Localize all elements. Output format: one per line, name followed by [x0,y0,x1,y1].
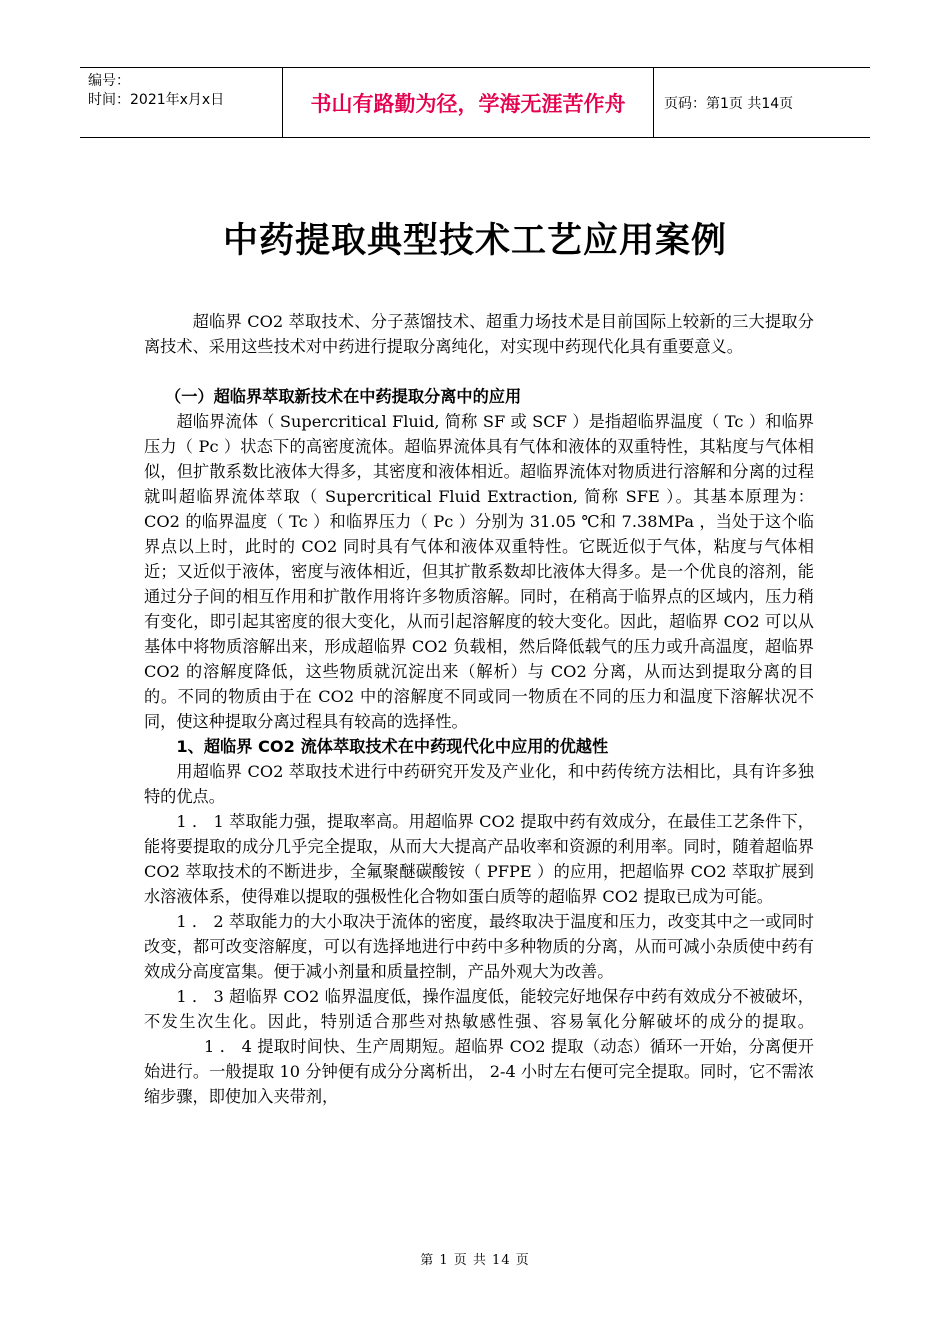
body-paragraph: 用超临界 CO2 萃取技术进行中药研究开发及产业化，和中药传统方法相比，具有许多独特的优点。 [144,762,814,806]
header-motto: 书山有路勤为径，学海无涯苦作舟 [282,68,654,137]
document-number-label: 编号： [88,73,130,89]
page-footer: 第 1 页 共 14 页 [420,1253,530,1268]
intro-paragraph: 超临界 CO2 萃取技术、分子蒸馏技术、超重力场技术是目前国际上较新的三大提取分离技术、采用这些技术对中药进行提取分离纯化，对实现中药现代化具有重要意义。 [144,312,814,356]
body-paragraph: 超临界流体（ Supercritical Fluid, 简称 SF 或 SCF ）是指超临界温度（ Tc ）和临界压力（ Pc ）状态下的高密度流体。超临界流体具有气体和液体的双重特性，其粘度与气体相似，但扩散系数比液体大得多，其密度和液体相近。超临界流体对物质进行溶解和分离的过程就叫超临界流体萃取（ Supercritical Fluid Extraction, 简称 SFE ）。其基本原理为： CO2 的临界温度（ Tc ）和临界压力（ Pc ）分别为 31.05 ℃和 7.38MPa ，当处于这个临界点以上时，此时的 CO2 同时具有气体和液体双重特性。它既近似于气体，粘度与气体相近；又近似于液体，密度与液体相近，但其扩散系数却比液体大得多。是一个优良的溶剂，能通过分子间的相互作用和扩散作用将许多物质溶解。同时，在稍高于临界点的区域内，压力稍有变化，即引起其密度的很大变化，从而引起溶解度的较大变化。因此，超临界 CO2 可以从基体中将物质溶解出来，形成超临界 CO2 负载相，然后降低载气的压力或升高温度，超临界 CO2 的溶解度降低，这些物质就沉淀出来（解析）与 CO2 分离，从而达到提取分离的目的。不同的物质由于在 CO2 中的溶解度不同或同一物质在不同的压力和温度下溶解状况不同，使这种提取分离过程具有较高的选择性。 [144,412,814,731]
body-paragraph [144,984,814,1109]
body-paragraph: 1 ． 2 萃取能力的大小取决于流体的密度，最终取决于温度和压力，改变其中之一或同时改变，都可改变溶解度，可以有选择地进行中药中多种物质的分离，从而可减小杂质使中药有效成分高度富集。便于减小剂量和质量控制，产品外观大为改善。 [144,912,814,981]
section-heading-1: （一）超临界萃取新技术在中药提取分离中的应用 [165,387,522,406]
page-header [80,67,870,138]
document-body [144,309,814,1109]
body-text: 1 ． 4 提取时间快、生产周期短。超临界 CO2 提取（动态）循环一开始，分离便开始进行。一般提取 10 分钟便有成分分离析出， 2-4 小时左右便可完全提取。同时，它不需浓缩步骤，即使加入夹带剂， [144,1037,814,1106]
header-meta [80,68,282,137]
header-page-info: 页码：第1页 共14页 [664,95,794,112]
document-title: 中药提取典型技术工艺应用案例 [222,221,727,261]
body-paragraph: 1 ． 1 萃取能力强，提取率高。用超临界 CO2 提取中药有效成分，在最佳工艺条件下，能将要提取的成分几乎完全提取，从而大大提高产品收率和资源的利用率。同时，随着超临界 CO2 萃取技术的不断进步，全氟聚醚碳酸铵（ PFPE ）的应用，把超临界 CO2 萃取扩展到水溶液体系，使得难以提取的强极性化合物如蛋白质等的超临界 CO2 提取已成为可能。 [144,812,814,906]
body-text: 1 ． 3 超临界 CO2 临界温度低，操作温度低，能较完好地保存中药有效成分不被破坏，不发生次生化。因此，特别适合那些对热敏感性强、容易氧化分解破坏的成分的提取。 [144,987,814,1031]
document-date: 时间：2021年x月x日 [88,92,225,108]
section-heading-2: 1、超临界 CO2 流体萃取技术在中药现代化中应用的优越性 [176,737,609,756]
